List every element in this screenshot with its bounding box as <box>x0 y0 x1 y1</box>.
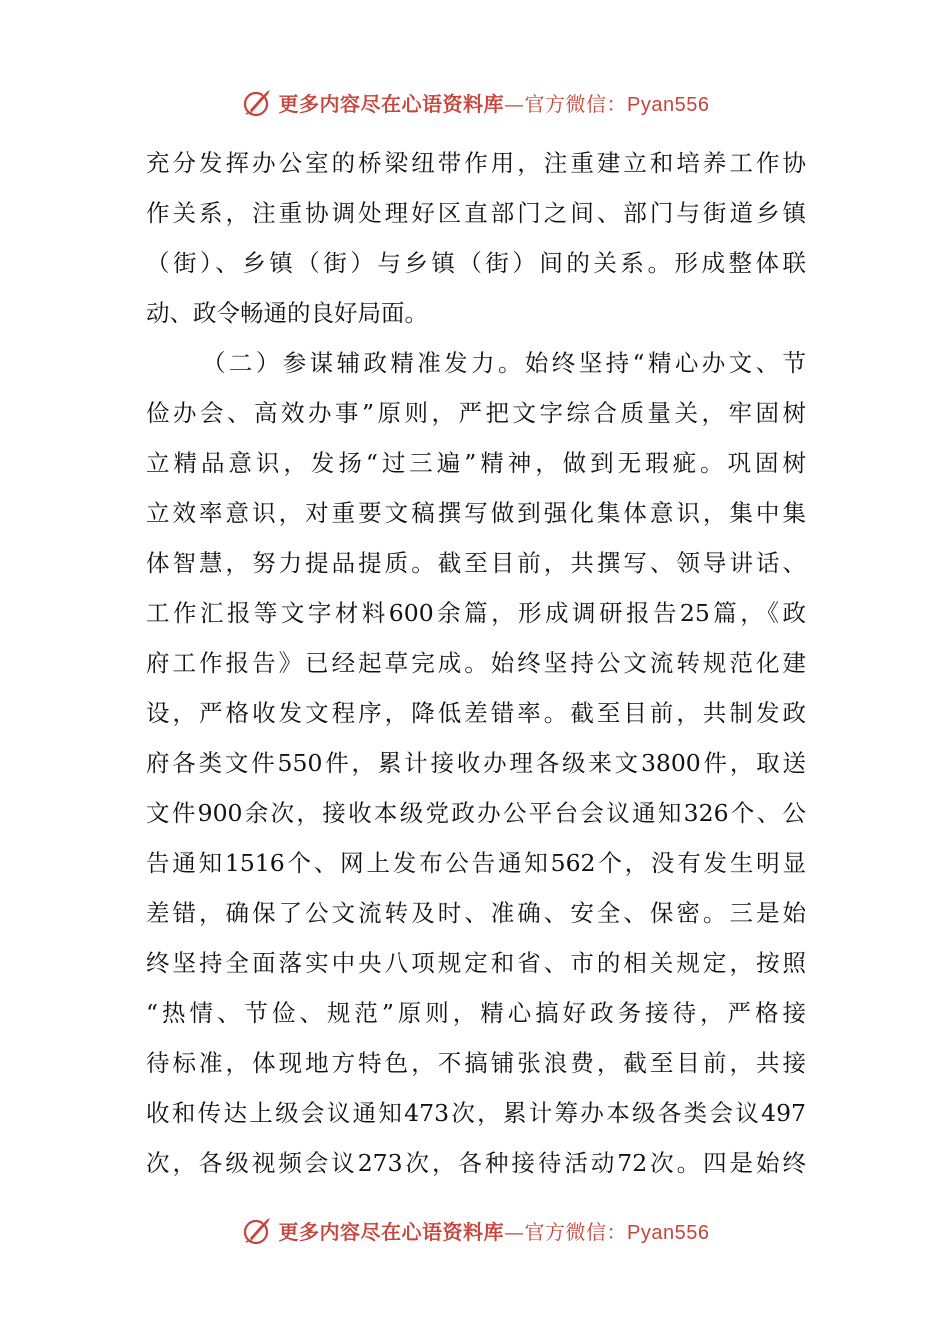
text-line: “热情、节俭、规范”原则，精心搞好政务接待，严格接 <box>146 999 806 1027</box>
watermark-official: 官方微信： <box>524 91 628 116</box>
text-line: 立效率意识，对重要文稿撰写做到强化集体意识，集中集 <box>146 499 806 527</box>
text-line: 差错，确保了公文流转及时、准确、安全、保密。三是始 <box>146 899 806 927</box>
header-watermark <box>0 82 950 122</box>
quill-pen-icon <box>241 1213 275 1247</box>
text-line: 府各类文件550件，累计接收办理各级来文3800件，取送 <box>146 749 806 777</box>
watermark-brand: 更多内容尽在心语资料库 <box>278 1219 505 1244</box>
text-line: 文件900余次，接收本级党政办公平台会议通知326个、公 <box>146 799 806 827</box>
watermark-wechat-id: Pyan556 <box>627 1221 710 1244</box>
watermark-brand: 更多内容尽在心语资料库 <box>278 91 505 116</box>
section-heading-line: （二）参谋辅政精准发力。始终坚持“精心办文、节 <box>202 349 806 377</box>
text-line: 充分发挥办公室的桥梁纽带作用，注重建立和培养工作协 <box>146 149 806 177</box>
text-line: 待标准，体现地方特色，不搞铺张浪费，截至目前，共接 <box>146 1049 806 1077</box>
text-line: 府工作报告》已经起草完成。始终坚持公文流转规范化建 <box>146 649 806 677</box>
text-line: 终坚持全面落实中央八项规定和省、市的相关规定，按照 <box>146 949 806 977</box>
quill-pen-icon <box>241 85 275 119</box>
text-line: 动、政令畅通的良好局面。 <box>146 299 428 327</box>
watermark-text <box>279 88 710 117</box>
text-line: （街）、乡镇（街）与乡镇（街）间的关系。形成整体联 <box>146 249 806 277</box>
text-line: 体智慧，努力提品提质。截至目前，共撰写、领导讲话、 <box>146 549 806 577</box>
footer-watermark <box>0 1210 950 1250</box>
text-line: 设，严格收发文程序，降低差错率。截至目前，共制发政 <box>146 699 806 727</box>
text-line: 俭办会、高效办事”原则，严把文字综合质量关，牢固树 <box>146 399 806 427</box>
text-line: 告通知1516个、网上发布公告通知562个，没有发生明显 <box>146 849 806 877</box>
text-line: 收和传达上级会议通知473次，累计筹办本级各类会议497 <box>146 1099 806 1127</box>
text-line: 立精品意识，发扬“过三遍”精神，做到无瑕疵。巩固树 <box>146 449 806 477</box>
text-line: 作关系，注重协调处理好区直部门之间、部门与街道乡镇 <box>146 199 806 227</box>
watermark-wechat-id: Pyan556 <box>627 93 710 116</box>
watermark-text <box>279 1216 710 1245</box>
text-line: 次，各级视频会议273次，各种接待活动72次。四是始终 <box>146 1149 806 1177</box>
watermark-official: 官方微信： <box>524 1219 628 1244</box>
watermark-dash: — <box>504 91 525 116</box>
watermark-dash: — <box>504 1219 525 1244</box>
text-line: 工作汇报等文字材料600余篇，形成调研报告25篇，《政 <box>146 599 806 627</box>
